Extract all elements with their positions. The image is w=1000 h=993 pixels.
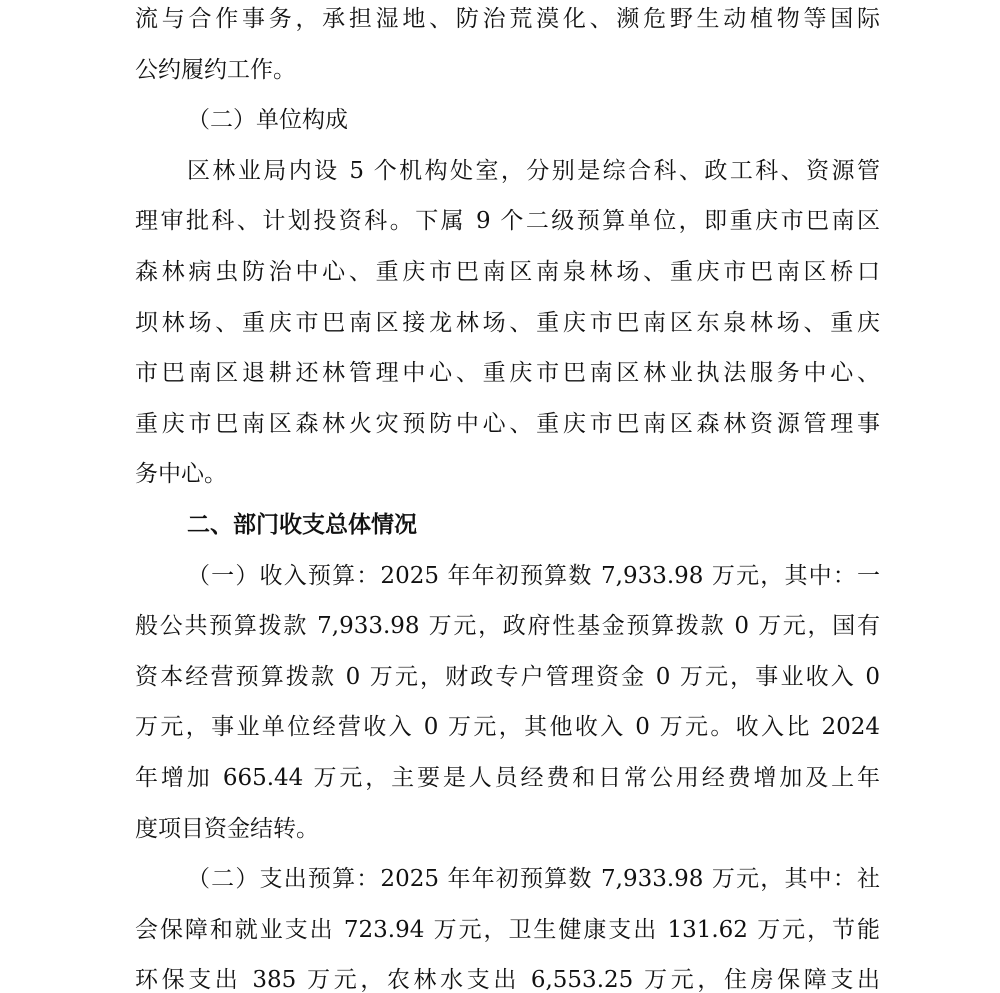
text-line: 万元，事业单位经营收入 0 万元，其他收入 0 万元。收入比 2024 — [135, 714, 880, 741]
section-heading: 二、部门收支总体情况 — [187, 511, 417, 538]
text-line: （二）支出预算：2025 年年初预算数 7,933.98 万元，其中：社 — [187, 866, 880, 893]
text-line: 市巴南区退耕还林管理中心、重庆市巴南区林业执法服务中心、 — [135, 360, 880, 387]
text-line: 资本经营预算拨款 0 万元，财政专户管理资金 0 万元，事业收入 0 — [135, 663, 880, 690]
document-body — [135, 0, 880, 993]
text-line: 会保障和就业支出 723.94 万元，卫生健康支出 131.62 万元，节能 — [135, 916, 880, 943]
text-line: 般公共预算拨款 7,933.98 万元，政府性基金预算拨款 0 万元，国有 — [135, 613, 880, 640]
text-line: 区林业局内设 5 个机构处室，分别是综合科、政工科、资源管 — [187, 157, 880, 184]
text-line: 重庆市巴南区森林火灾预防中心、重庆市巴南区森林资源管理事 — [135, 410, 880, 437]
text-line: 理审批科、计划投资科。下属 9 个二级预算单位，即重庆市巴南区 — [135, 208, 880, 235]
text-line: 坝林场、重庆市巴南区接龙林场、重庆市巴南区东泉林场、重庆 — [135, 309, 880, 336]
text-line: （一）收入预算：2025 年年初预算数 7,933.98 万元，其中：一 — [187, 562, 880, 589]
text-line: （二）单位构成 — [187, 107, 348, 134]
text-line: 年增加 665.44 万元，主要是人员经费和日常公用经费增加及上年 — [135, 764, 880, 791]
text-line: 森林病虫防治中心、重庆市巴南区南泉林场、重庆市巴南区桥口 — [135, 258, 880, 285]
text-line: 度项目资金结转。 — [135, 815, 319, 842]
text-line: 公约履约工作。 — [135, 56, 296, 83]
text-line: 务中心。 — [135, 461, 227, 488]
text-line: 环保支出 385 万元，农林水支出 6,553.25 万元，住房保障支出 — [135, 967, 880, 993]
text-line: 流与合作事务，承担湿地、防治荒漠化、濒危野生动植物等国际 — [135, 6, 880, 32]
